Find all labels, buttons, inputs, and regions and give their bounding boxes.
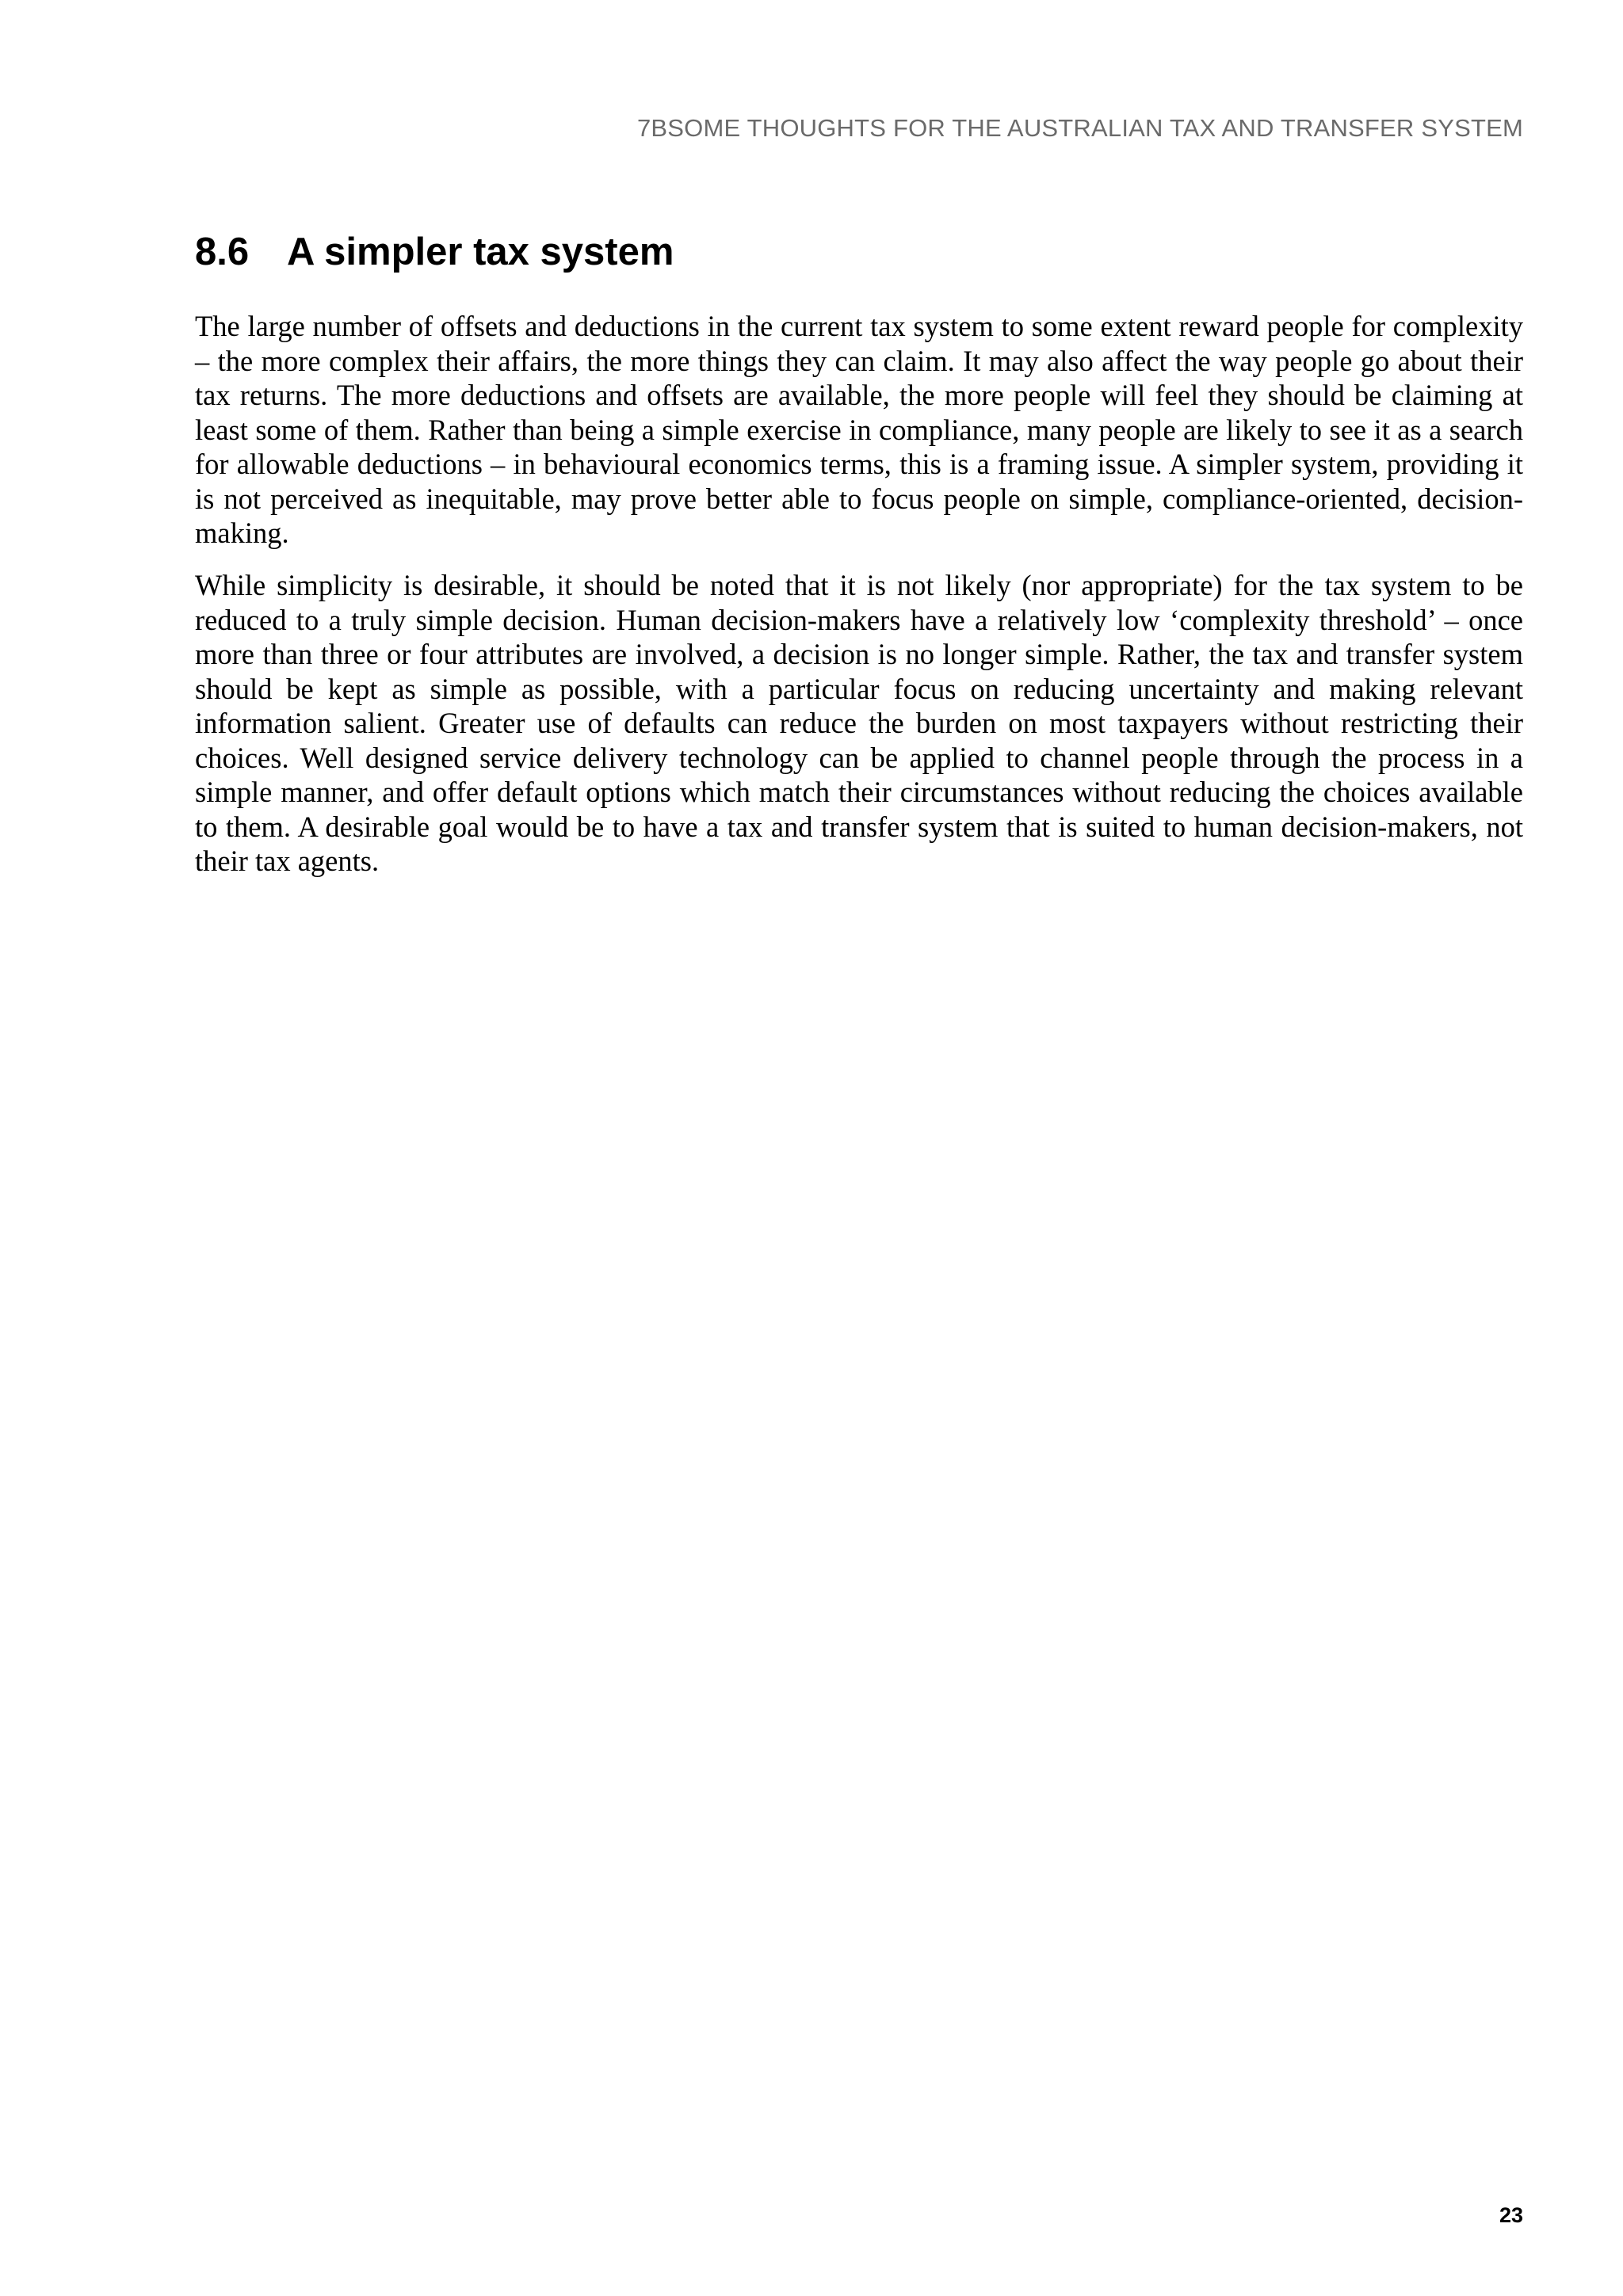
body-paragraph: The large number of offsets and deductions in the current tax system to some extent reward people for complexity – the more complex their affairs, the more things they can claim. It may also affect the way people go about their tax returns. The more deductions and offsets are available, the more people will feel they should be claiming at least some of them. Rather than being a simple exercise in compliance, many people are likely to see it as a search for allowable deductions – in behavioural economics terms, this is a framing issue. A simpler system, providing it is not perceived as inequitable, may prove better able to focus people on simple, compliance-oriented, decision-making. — [195, 310, 1523, 549]
page-number: 23 — [1499, 2203, 1523, 2227]
section-heading — [195, 230, 674, 274]
running-header: 7BSOME THOUGHTS FOR THE AUSTRALIAN TAX AND TRANSFER SYSTEM — [636, 114, 1523, 142]
section-title: A simpler tax system — [287, 231, 674, 273]
body-paragraph: While simplicity is desirable, it should be noted that it is not likely (nor appropriate) for the tax system to be reduced to a truly simple decision. Human decision-makers have a relatively low ‘complexity threshold’ – once more than three or four attributes are involved, a decision is no longer simple. Rather, the tax and transfer system should be kept as simple as possible, with a particular focus on reducing uncertainty and making relevant information salient. Greater use of defaults can reduce the burden on most taxpayers without restricting their choices. Well designed service delivery technology can be applied to channel people through the process in a simple manner, and offer default options which match their circumstances without reducing the choices available to them. A desirable goal would be to have a tax and transfer system that is suited to human decision-makers, not their tax agents. — [195, 569, 1523, 877]
section-number: 8.6 — [195, 231, 250, 273]
